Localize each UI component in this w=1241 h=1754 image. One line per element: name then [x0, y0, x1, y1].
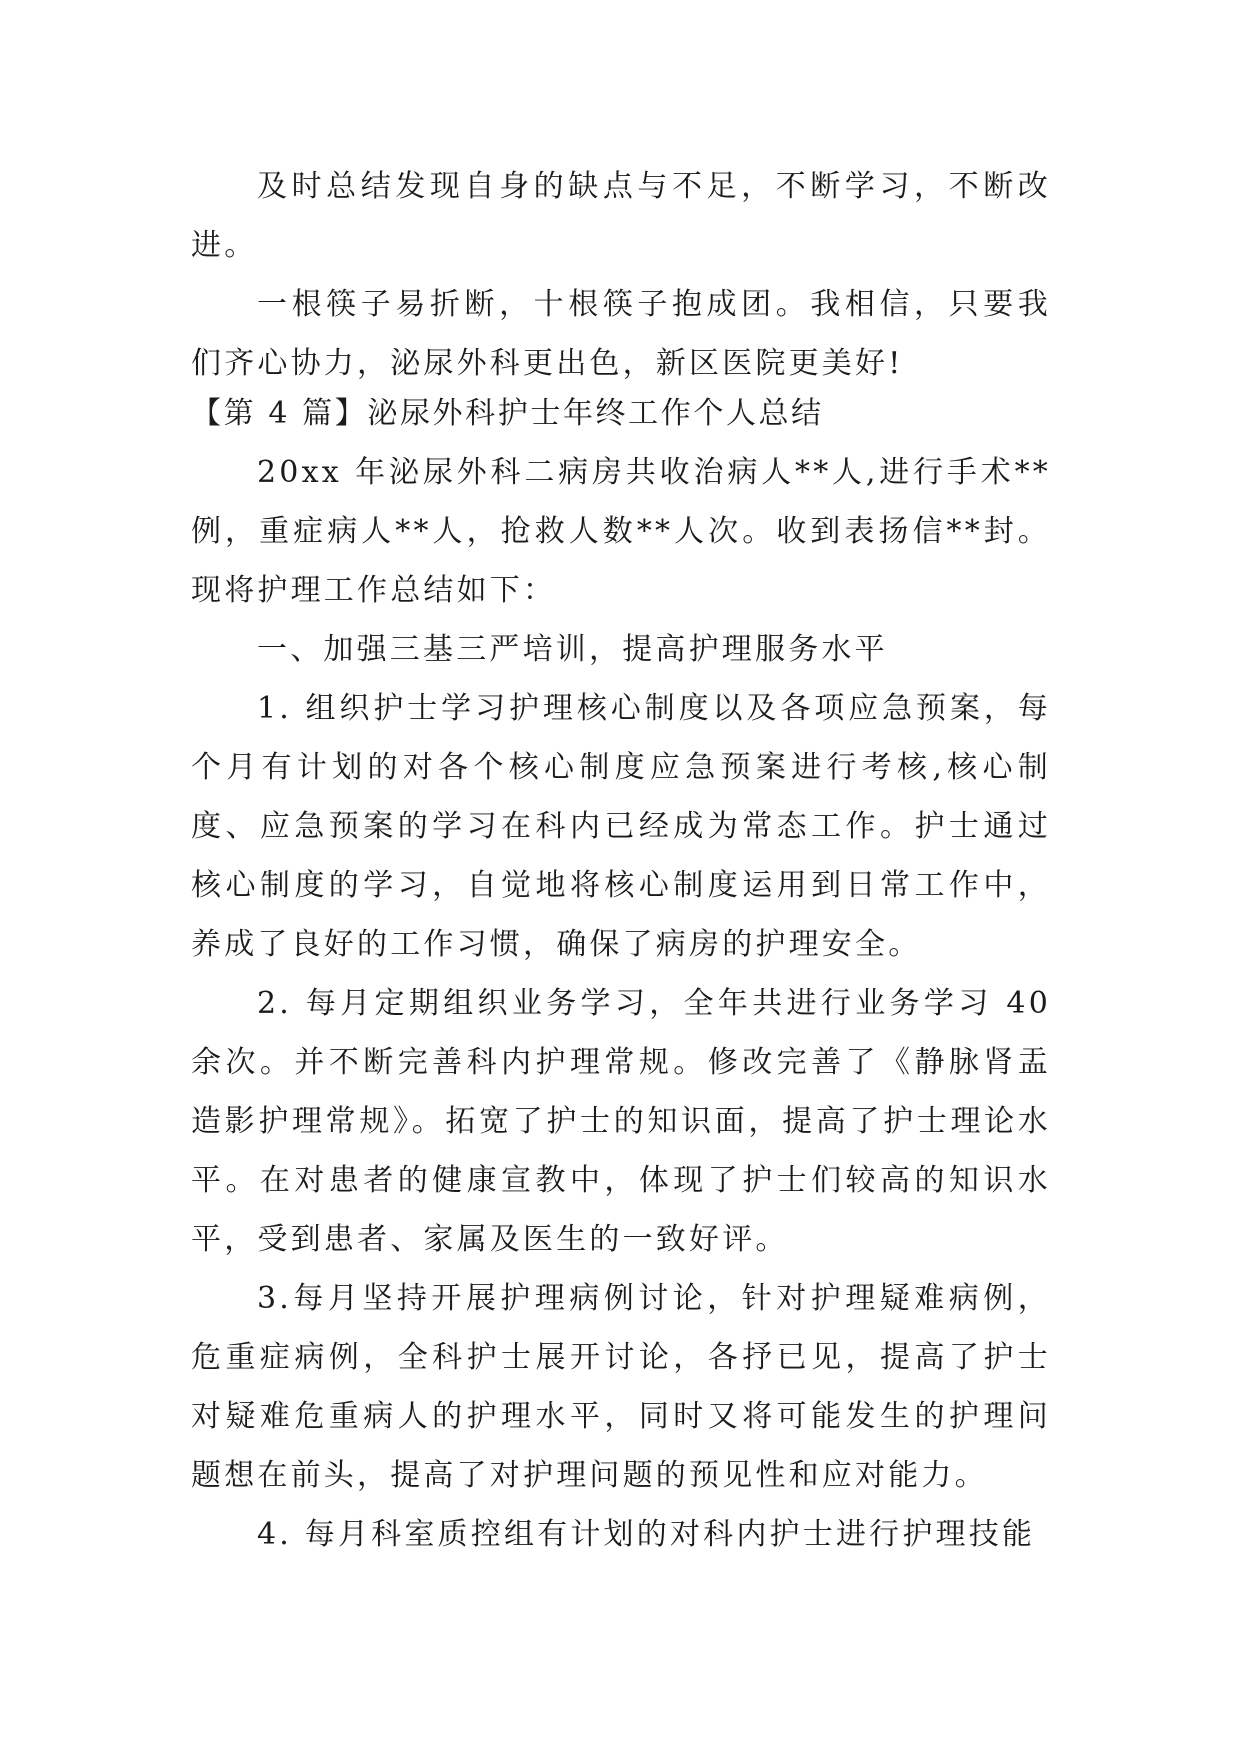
paragraph: 及时总结发现自身的缺点与不足，不断学习，不断改进。: [191, 169, 1051, 263]
paragraph: 一根筷子易折断，十根筷子抱成团。我相信，只要我们齐心协力，泌尿外科更出色，新区医院更美好!: [191, 287, 1051, 381]
paragraph: 20xx 年泌尿外科二病房共收治病人**人,进行手术**例，重症病人**人，抢救人数**人次。收到表扬信**封。现将护理工作总结如下：: [191, 455, 1051, 608]
paragraph: 3.每月坚持开展护理病例讨论，针对护理疑难病例，危重症病例，全科护士展开讨论，各抒已见，提高了护士对疑难危重病人的护理水平，同时又将可能发生的护理问题想在前头，提高了对护理问题的预见性和应对能力。: [191, 1281, 1051, 1493]
paragraph: 2. 每月定期组织业务学习，全年共进行业务学习 40 余次。并不断完善科内护理常规。修改完善了《静脉肾盂造影护理常规》。拓宽了护士的知识面，提高了护士理论水平。在对患者的健康宣教中，体现了护士们较高的知识水平，受到患者、家属及医生的一致好评。: [191, 986, 1051, 1257]
paragraph: 4. 每月科室质控组有计划的对科内护士进行护理技能: [257, 1517, 1036, 1552]
previous-section-text: [191, 157, 1051, 393]
section-body: [191, 443, 1051, 1564]
paragraph: 1. 组织护士学习护理核心制度以及各项应急预案，每个月有计划的对各个核心制度应急预案进行考核,核心制度、应急预案的学习在科内已经成为常态工作。护士通过核心制度的学习，自觉地将核心制度运用到日常工作中，养成了良好的工作习惯，确保了病房的护理安全。: [191, 691, 1051, 962]
section-title: 【第 4 篇】泌尿外科护士年终工作个人总结: [191, 396, 824, 431]
subheading: 一、加强三基三严培训，提高护理服务水平: [257, 632, 888, 667]
